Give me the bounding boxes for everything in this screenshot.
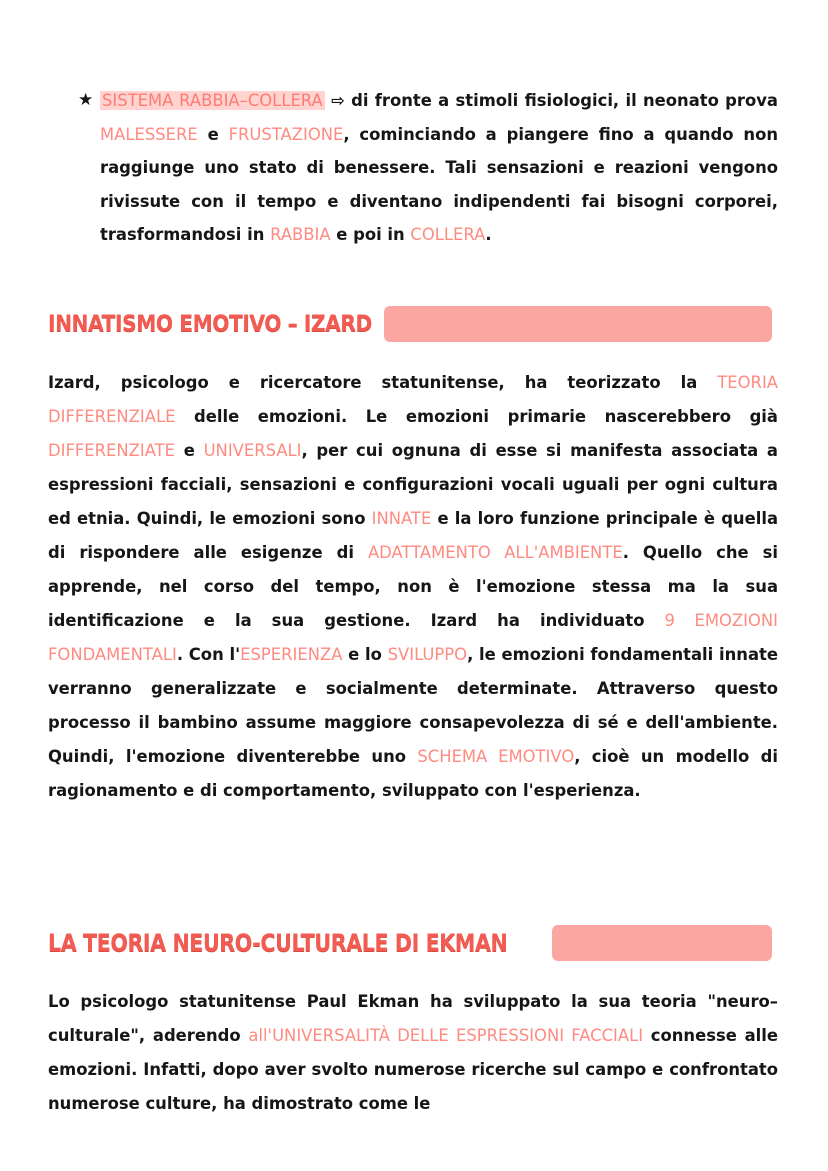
section-heading-ekman — [48, 925, 772, 961]
text-run: , cominciando a piangere fino a quando non raggiunge uno stato di benessere. Tali sensazioni e reazioni vengono rivissute con il tempo e diventano indipendenti fai bisogni corporei, trasformandosi in — [100, 124, 778, 244]
text-run: e — [175, 441, 204, 460]
text-run: Izard, psicologo e ricercatore statunitense, ha teorizzato la — [48, 373, 718, 392]
text-run: di fronte a stimoli fisiologici, il neonato prova — [344, 91, 778, 110]
keyword: MALESSERE — [100, 124, 198, 144]
heading-decoration-bar — [384, 306, 772, 342]
keyword: TEORIA DIFFERENZIALE — [48, 373, 778, 426]
text-run: e — [197, 124, 229, 144]
text-run: , cioè un modello di ragionamento e di comportamento, sviluppato con l'esperienza. — [48, 747, 778, 800]
keyword: FRUSTAZIONE — [228, 124, 344, 144]
keyword: 9 EMOZIONI FONDAMENTALI — [48, 611, 778, 664]
section-title: INNATISMO EMOTIVO – IZARD — [48, 311, 372, 337]
keyword: INNATE — [371, 509, 432, 528]
text-run: Lo psicologo statunitense Paul Ekman ha sviluppato la sua teoria "neuro–culturale", aderendo — [48, 992, 778, 1045]
section-title: LA TEORIA NEURO-CULTURALE DI EKMAN — [48, 929, 508, 957]
text-run: . Con l' — [176, 645, 241, 664]
keyword: SCHEMA EMOTIVO — [417, 747, 575, 766]
heading-decoration-bar — [552, 925, 772, 961]
text-run: e lo — [342, 645, 388, 664]
paragraph-izard — [48, 366, 778, 808]
bullet-item — [78, 84, 778, 252]
star-icon: ★ — [78, 90, 94, 110]
keyword: all'UNIVERSALITÀ DELLE ESPRESSIONI FACCIALI — [248, 1026, 644, 1045]
text-run: e la loro funzione principale è quella di rispondere alle esigenze di — [48, 509, 779, 562]
arrow-icon: ⇨ — [331, 91, 345, 110]
keyword: SVILUPPO — [387, 645, 468, 664]
keyword: ESPERIENZA — [240, 645, 343, 664]
text-run: connesse alle emozioni. Infatti, dopo aver svolto numerose ricerche sul campo e confrontato numerose culture, ha dimostrato come le — [48, 1026, 778, 1113]
text-run: . — [485, 225, 492, 244]
section-heading-izard — [48, 306, 772, 342]
text-run: delle emozioni. Le emozioni primarie nascerebbero già — [175, 407, 778, 426]
bullet-text — [100, 84, 778, 252]
keyword: COLLERA — [410, 225, 486, 244]
highlight-term: SISTEMA RABBIA–COLLERA — [102, 91, 323, 110]
text-run: , per cui ognuna di esse si manifesta associata a espressioni facciali, sensazioni e configurazioni vocali uguali per ogni cultura ed etnia. Quindi, le emozioni sono — [48, 441, 778, 528]
paragraph-ekman — [48, 985, 778, 1121]
keyword: UNIVERSALI — [203, 441, 302, 460]
text-run: e poi in — [330, 225, 411, 244]
text-run: . Quello che si apprende, nel corso del tempo, non è l'emozione stessa ma la sua identificazione e la sua gestione. Izard ha individuato — [48, 543, 778, 630]
keyword: RABBIA — [270, 225, 331, 244]
text-run: , le emozioni fondamentali innate verranno generalizzate e socialmente determinate. Attraverso questo processo il bambino assume maggiore consapevolezza di sé e dell'ambiente. Quindi, l'emozione diventerebbe uno — [48, 645, 778, 766]
keyword: DIFFERENZIATE — [48, 441, 176, 460]
keyword: ADATTAMENTO ALL'AMBIENTE — [367, 543, 623, 562]
